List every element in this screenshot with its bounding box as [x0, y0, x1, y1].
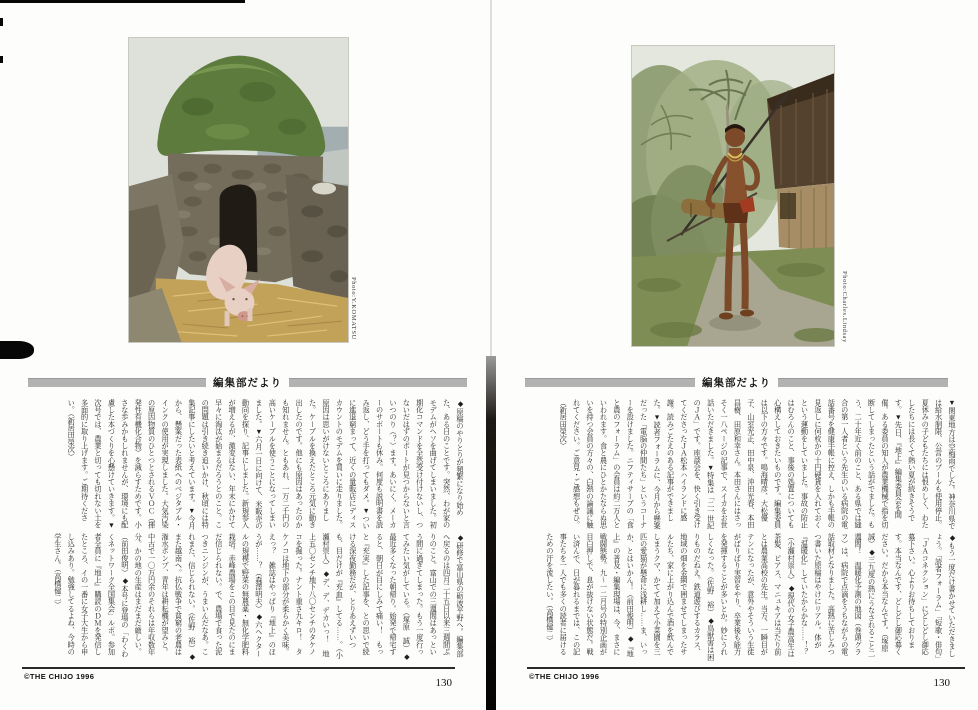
tribesman-photo-art: [631, 45, 835, 347]
scan-speck-1: [0, 18, 3, 26]
header-rule-right: [289, 378, 467, 387]
editors-notes-left-top: ◆原稿のやりとりが頻繁になり始めた、ある日のことです。突然、わが家のモデムがヘソを曲げてしまいました。初期化コマンドを全然受け付けないし、つないだはずのポートが見つからないと言いつのり（？）ます。あいにく、メーカーのサポートも休み。何度も説明書を読み返し、どう手を打ってもダメ。▼ついに進退窮まって、近くの量販店にディスカウントのモデムを買いに走りました。原因は思いがけないところにありました。ケーブルを換えたところ元気に動き出したのです。他にも原因はあったのかも知れません。ともあれ、一万二千円の高いケーブルを使うことになってしまいました。▼六月一日に向けて、米販売の動向を探り、記事にしました。新規参入が増えるが、激変はない、年末にかけて早々に淘汰が始まるだろうとのこと。この問題は引き続き追いかけ、秋頃には特集記事にしたいと考えています。▼今月から、懸案だった表紙へのベジタブル・インクの使用が実現しました。大気汚染の原因物質のひとつとされるＶＯＣ（揮発性有機化合物）を減らすためです。小さな歩みかもしれませんが、環境にも配慮した本づくりを心懸けていきます。▼次号では、農業と切っても切れない土を多面的に取り上げます。ご期待ください。（新居田榮次）: [67, 399, 464, 530]
header-rule-right: [778, 378, 948, 387]
editors-notes-right-top: ▼関東地方は空梅雨でした。神奈川県では給水制限、公営のプールも使用停止。夏休みの子どもたちには恨めしく、わたしたちには長くて熱い夏が続きそうです。▼先日、『地上』編集委員会を開催。ある委員の知人が農業機械で指を切断してしまったという話がでました。もう、二十年近く前のこと、ある県では縫合の第一人者という先生のいる病院の電話番号を健康手帳に控え、しかも手帳の見返しに何枚かの十円硬貨を入れておくという運動をしていました。事故の防止はむろんのこと、事後の処置についても心構えしておきたいものです。編集委員は以下の方々です。鳴海晴彦、大松優子、山室光正、田中泉、沖田光春、本田昌樹、田原和幸さん。本田さんにはさっそく一八ページの記事で、スイカをお世話いただきました。▼特集は「二一世紀のＪＡ」です。座談会を、快く引き受けてくださったＪＡ松本ハイランドに感謝。読みごたえのある記事ができました。▼読者フォーラムに、今月から懸案だった「電脳の仲間たち」というコーナーを設けました。ニフティサーブの「食と農のフォーラム」の会員は約二万人といわれます。食と農にひとかたならぬ思いを持つ会員の方々の、白熱の論議に触れてください。ご意見・ご感想もぜひ。（新居田榮次）: [559, 399, 956, 530]
photo-credit-left: Photo:Y.KOMATSU: [350, 277, 357, 340]
header-rule-left: [28, 378, 206, 387]
scan-edge-artifact-left: [0, 341, 34, 359]
section-header-right: [525, 374, 948, 390]
photo-credit-right: Photo:Charles.Lindsay: [841, 271, 848, 343]
page-number-right: 130: [933, 677, 950, 689]
section-title-right: 編集部だより: [702, 376, 771, 389]
scan-edge-artifact-top: [0, 0, 245, 3]
header-rule-left: [525, 378, 695, 387]
editors-notes-right-bottom: ◆もう一度だけ書かせていただきましょう。「読者フォーラム」「短歌・俳句」「ＪＡコネクション」にどしどし御応募下さい。心よりお待ちしております。本当なんです、どしどし御応募ください。だから本当なんです。（塚原 誠）◆三九度の熱にうなされること二週間！ 温暖化予測の地図（巻頭グラフ）は、病院で点滴をうちながらの電話取材となりました。高熱に苦しみつつ書いた原稿はやけにリアル。体が『温暖化』していたからかな……！？（小瀬村崇人）◆現代の女子農高生は茶髪、ピアス、マニュキアは当たり前とは農業高校の先生。当方、一瞬目がテンになったが、意外やそういう生徒がばりばり実習をやり、卒業後も能力を発揮することが多いとか。妙にうれしくなった。（佐野 裕）◆鳥獣害は困りものだねえ。鉄道遊びするカラス、地域の畑を金網で囲ませてしまったサルたち、家に上がり込んで酒を飲んでしまうクマ、かてて加えて小菜園を三匹の愛猫が懸命に浅耕し……ま、いっか、とはいかん！（前田俊明）◆『地上』の普及・編集現場は、今、まさに戦闘態勢。九〜一二月号の特別企画が目白押しで、息が抜けない状態だ。戦い済んで、日が暮れるまでは、この記事たちを一人でも多くの読者に届けるための汗を流したい。（高橋健二）: [545, 533, 956, 661]
section-title-left: 編集部だより: [213, 376, 282, 389]
section-header-left: [28, 374, 467, 390]
page-number-left: 130: [435, 677, 452, 689]
page-gutter-seam: [490, 0, 492, 356]
copyright-left: ©THE CHIJO 1996: [24, 672, 95, 681]
copyright-right: ©THE CHIJO 1996: [529, 672, 600, 681]
page-gutter-shadow: [486, 356, 496, 710]
stone-hut-pig-photo: [128, 37, 349, 343]
footer-rule-left: [22, 667, 455, 669]
tribesman-photo: [631, 45, 835, 347]
scan-speck-2: [0, 56, 3, 63]
footer-rule-right: [527, 667, 965, 669]
editors-notes-left-bottom: ◆研修で富山県の砺波平野へ。編集部へ戻るのは四月二十五日以来三週間ぶりのこと。富山での三週間はあっという間に過ぎてしまった。もう一度行ってみたい気がしている。（塚原 誠）◆最近多くなった朝帰り。始発で帰宅すると、朝日が目にしみて痛い！ もっと『充実』した記事を、との思いで続ける深夜勤務だが、とりあえずいつも、目だけが『充血』してる……。（小瀬村崇人）◆デ、デ、デカいっ！ 地上五〇センチ地下八〇センチのタケノコを掘った。ナント重さ九キロ！ タケノコは地下の部分が柔らかく美味。えっ？ 雑誌はやっぱり『地上』のほうが……？（森澤明夫）◆六ヘクタールの規模で野菜の無農薬・無化学肥料栽培。赤峰農場をこの目で見たのにまだ信じられない。で、農場で食った泥つきニンジンが、うまいんだなあ。これまた、信じられない。（佐野 裕）◆また越南へ。抗仏戦争で貧窮の老農は潅水ポンプ、青年は耕耘機が望みと。中古で一〇万円余のそれらは年収数年分。かの地の生産はまだまだ厳しい。（前田俊明）◆本号に登場の「わくわくネットワーク全国集会」ルポ。参加者全員に『地上』購読のＤＭを発信したところ、イの一番に女子大生から申し込みあり。勉強してるよね、今時の学生さん。（高橋健二）: [53, 533, 464, 661]
stone-hut-pig-photo-art: [128, 37, 349, 343]
